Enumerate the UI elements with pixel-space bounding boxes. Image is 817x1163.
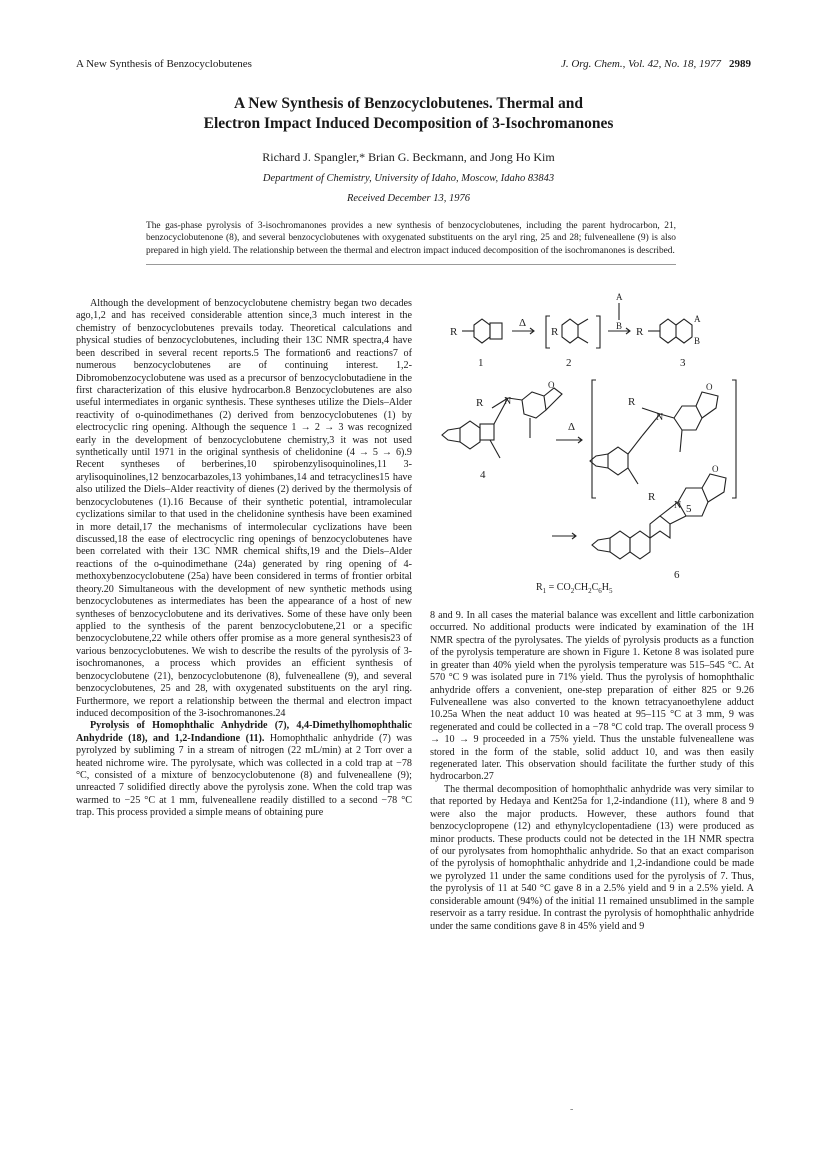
benzodioxole-ring-4 bbox=[460, 421, 480, 449]
delta-2: Δ bbox=[568, 421, 576, 433]
benzene-ring-1 bbox=[474, 319, 490, 343]
article-title: A New Synthesis of Benzocyclobutenes. Thermal and Electron Impact Induced Decomposition of 3-Isochromanones bbox=[203, 95, 614, 132]
intro-paragraph: Although the development of benzocyclobutene chemistry began two decades ago,1,2 and has received considerable attention since,3 much interest in the chemistry of benzocyclobutenes prevails today. Theoretical calculations and physical studies of benzocyclobutenes, including their 13C NMR spectra,4 have been described in several recent reports.5 The formation6 and reactions7 of numerous benzocyclobutenes are of continuing interest. 1,2-Dibromobenzocyclobutene was used as a precursor of benzocyclobutadiene in the first characterization of this elusive hydrocarbon.8 Benzocyclobutenes are also useful intermediates in organic synthesis. These syntheses utilize the Diels–Alder reactivity of o-quinodimethanes (2) derived from benzocyclobutenes (1) by electrocyclic ring opening. Although the sequence 1 → 2 → 3 was recognized early in the development of benzocyclobutene chemistry,3 it was not used synthetically until 1971 in the original synthesis of chelidonine (4 → 5 → 6).9 Recent syntheses of berberines,10 spirobenzylisoquinolines,11 3-arylisoquinolines,12 benzocarbazoles,13 yohimbanes,14 and tetracyclines15 have also utilized the Diels–Alder reactivity of dienes (2) derived by the thermolysis of benzocyclobutenes (1).16 Because of their synthetic potential, intramolecular cyclizations similar to that used in the chelidonine synthesis have been examined in more detail,17 the mechanisms of intermolecular cyclizations have been discussed,18 the ease of electrocyclic ring openings of benzocyclobutenes have been correlated with their 13C NMR chemical shifts,19 and the Diels–Alder reactions of the o-quinodimethane (24a) generated by ring opening of 4-methoxybenzocyclobutene (25a) have been considered in terms of frontier orbital theory.20 Simultaneous with the development of new synthetic methods using benzocyclobutenes as intermediates has been the appearance of a host of new syntheses of benzocyclobutene and its derivatives. Some of these have only been applied to the synthesis of the parent benzocyclobutene,21 or a specific benzocyclobutene,22 while others offer promise as a more general synthesis23 of various benzocyclobutenes. We wish to describe the results of the pyrolysis of 3-isochromanones, a process which provides an efficient synthesis of benzocyclobutene (21), benzocyclobutenone (8), fulveneallene (9), and several benzocyclobutenes, 25 and 28, with oxygenated substituents on the aryl ring. Furthermore, we report a relationship between the thermal and electron impact induced decomposition of the 3-isochromanones.24 bbox=[76, 298, 412, 719]
compound-label-6: 6 bbox=[674, 569, 680, 581]
results-paragraph: 8 and 9. In all cases the material balance was excellent and little carbonization occurred. No additional products were indicated by examination of the 1H NMR spectra of the pyrolysates. The yields of pyrolysis products as a function of the pyrolysis temperature are shown in Figure 1. Ketone 8 was isolated pure in greater than 40% yield when the pyrolysis temperature was 515–545 °C. At 570 °C 9 was isolated pure in 71% yield. Thus the pyrolysis of homophthalic anhydride offers a convenient, one-step preparation of either 825 or 9.26 Fulveneallene was also converted to the known tetracyanoethylene adduct 10.25a When the neat adduct 10 was heated at 95–115 °C at 3 mm, 9 was regenerated and could be collected in a −78 °C cold trap. The overall process 9 → 10 → 9 proceeded in a 75% yield. Thus the unstable fulveneallene was stored in the form of the stable, solid adduct 10, and was then easily regenerated later. This observation should facilitate the further study of this hydrocarbon.27 bbox=[430, 610, 754, 783]
benzodioxole-ring-6 bbox=[610, 531, 630, 559]
bracket-right-5 bbox=[732, 380, 736, 498]
r-label-3: R bbox=[636, 326, 644, 338]
n-label-4: N bbox=[504, 396, 512, 407]
n-label-5: N bbox=[656, 412, 664, 423]
benzene-ring-3 bbox=[660, 319, 676, 343]
running-header-title: A New Synthesis of Benzocyclobutenes bbox=[76, 58, 252, 70]
r-label-2: R bbox=[551, 326, 559, 338]
b-label-1: B bbox=[616, 321, 623, 331]
r1-label-4: R bbox=[476, 397, 484, 409]
section-heading: Pyrolysis of Homophthalic Anhydride (7), 4,4-Dimethylhomophthalic Anhydride (18), and 1,2-Indandione (11). bbox=[76, 720, 412, 744]
running-header bbox=[76, 58, 751, 72]
delta-1: Δ bbox=[519, 317, 527, 329]
o-label-6: O bbox=[712, 464, 719, 474]
page-mark: - bbox=[570, 1104, 574, 1115]
received-date: Received December 13, 1976 bbox=[346, 193, 471, 204]
right-column bbox=[430, 610, 754, 933]
o-label-4: O bbox=[548, 380, 555, 390]
abstract: The gas-phase pyrolysis of 3-isochromanones provides a new synthesis of benzocyclobutenes, including the parent hydrocarbon, 21, benzocyclobutenone (8), and several benzocyclobutenes with oxygenated substituents on the aryl ring, 25 and 28; fulveneallene (9) is also prepared in high yield. The relationship between the thermal and electron impact induced decomposition of the isochromanones is described. bbox=[146, 220, 676, 257]
a-label-2: A bbox=[694, 314, 701, 324]
benzodioxole-ring-5 bbox=[608, 447, 628, 475]
r-label-1: R bbox=[450, 326, 458, 338]
compound-label-5: 5 bbox=[686, 503, 692, 515]
scheme-drawing bbox=[430, 288, 754, 598]
running-header-journal: J. Org. Chem., Vol. 42, No. 18, 1977 2989 bbox=[560, 58, 751, 70]
page-number: 2989 bbox=[729, 58, 751, 70]
scheme-caption: $R_1 = CO_2CH_2C_6H_5$ bbox=[536, 582, 613, 595]
pyrolysis-paragraph: Pyrolysis of Homophthalic Anhydride (7), 4,4-Dimethylhomophthalic Anhydride (18), and 1,2-Indandione (11). Homophthalic anhydride (7) was pyrolyzed by subliming 7 in a stream of nitrogen (22 mL/min) at 2 Torr over a heated nichrome wire. The pyrolysate, which was collected in a cold trap at −78 °C, consisted of a mixture of benzocyclobutenone (8) and fulveneallene (9); unreacted 7 solidified directly above the pyrolysis zone. When the cold trap was warmed to −25 °C at 1 mm, fulveneallene readily distilled to a second −78 °C trap. This process provided a simple means of obtaining pure bbox=[76, 720, 412, 819]
r1-label-6: R bbox=[648, 491, 656, 503]
compound-label-3: 3 bbox=[680, 357, 686, 369]
benzodioxole-ring-6b bbox=[678, 488, 708, 516]
n-label-6: N bbox=[674, 500, 682, 511]
reaction-scheme bbox=[430, 288, 754, 598]
b-label-2: B bbox=[694, 336, 701, 346]
benzodioxole-ring-5b bbox=[674, 406, 702, 430]
bracket-left-5 bbox=[592, 380, 596, 498]
comparison-paragraph: The thermal decomposition of homophthalic anhydride was very similar to that reported by Hedaya and Kent25a for 1,2-indandione (11), where 8 and 9 were also the major products. However, these authors found that benzocyclopropene (12) and ethynylcyclopentadiene (13) were produced as minor products. These products could not be detected in the 1H NMR spectra of our pyrolysates from homophthalic anhydride. So that an exact comparison of the pyrolysis of homophthalic anhydride and 1,2-indandione could be made we pyrolyzed 11 under the same conditions used for the pyrolysis of 7. Thus, the pyrolysis of 11 at 540 °C gave 8 in a 2.5% yield and 9 in a 2.5% yield. A considerable amount (94%) of the initial 11 remained unsublimed in the sample reservoir as a tarry residue. In contrast the pyrolysis of homophthalic anhydride under the same conditions gave 8 in 45% yield and 9 bbox=[430, 783, 754, 932]
benzene-ring-2 bbox=[562, 319, 578, 343]
affiliation: Department of Chemistry, University of Idaho, Moscow, Idaho 83843 bbox=[262, 173, 555, 184]
compound-label-2: 2 bbox=[566, 357, 572, 369]
r1-label-5: R bbox=[628, 396, 636, 408]
o-label-5: O bbox=[706, 382, 713, 392]
abstract-rule bbox=[146, 264, 676, 265]
a-label-1: A bbox=[616, 292, 623, 302]
bracket-right bbox=[596, 316, 600, 348]
benzodioxole-ring-4b bbox=[522, 392, 546, 418]
compound-label-4: 4 bbox=[480, 469, 486, 481]
authors: Richard J. Spangler,* Brian G. Beckmann, and Jong Ho Kim bbox=[262, 150, 555, 164]
cyclobutene-ring-1 bbox=[490, 323, 502, 339]
left-column bbox=[76, 298, 412, 820]
bracket-left bbox=[546, 316, 550, 348]
compound-label-1: 1 bbox=[478, 357, 484, 369]
